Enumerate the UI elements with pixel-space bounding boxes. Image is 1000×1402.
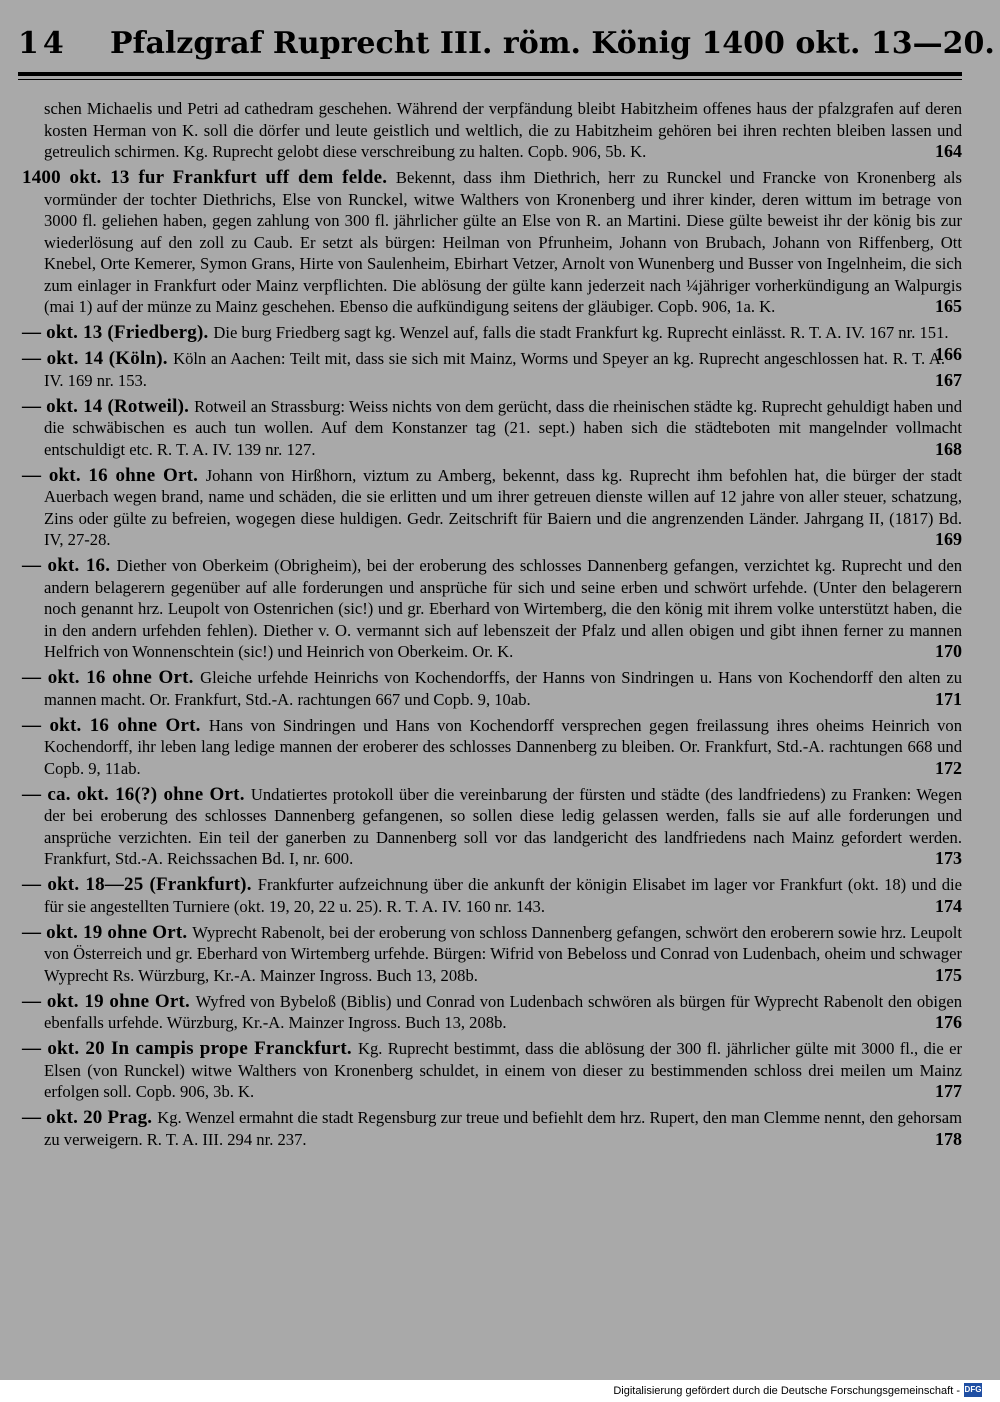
- regest-number: 165: [935, 296, 962, 316]
- regest-head: — okt. 13 (Friedberg).: [22, 322, 214, 343]
- regest-number: 174: [935, 895, 962, 916]
- regest-text: Johann von Hirßhorn, viztum zu Amberg, bekennt, dass kg. Ruprecht ihm befohlen hat, die bürger der stadt Auerbach wegen brand, name und schäden, die sie erlitten und um ihrer getreuen dienste willen auf 12 jahre von aller steuer, schatzung, Zins oder gülte zu befreien, wogegen diese huldigen. Gedr. Zeitschrift für Baiern und die angrenzenden Länder. Jahrgang II, (1817) Bd. IV, 27-28.: [44, 465, 963, 549]
- regest-text: Wyprecht Rabenolt, bei der eroberung von schloss Dannenberg gefangen, schwört den eroberern sowie hrz. Leupolt von Österreich und gr. Eberhard von Wirtemberg urfehde. Bürgen: Wifrid von Bebeloss und Conrad von Ludenbach, oheim und schwager Wyprecht Rs. Würzburg, Kr.-A. Mainzer Ingross. Buch 13, 208b.: [44, 922, 962, 985]
- regest-head: — okt. 14 (Rotweil).: [22, 395, 195, 417]
- regest-entry: [22, 922, 962, 987]
- page-header: [18, 26, 995, 66]
- regest-text: Diether von Oberkeim (Obrigheim), bei der eroberung des schlosses Dannenberg gefangen, verzichtet kg. Ruprecht und den andern belagerern gegenüber auf alle forderungen und ansprüche für sich und seine erben und schwört urfehde. (Unter den belagerern noch genannt hrz. Leupolt von Ostenrichen (sic!) und gr. Eberhard von Wirtemberg, die den könig mit ihrem volke unterstützt haben, die in den andern urfehden fehlen). Diether v. O. vermannt sich auf lebenszeit der Pfalz und allen obigen und gibt ihnen ferner zu mannen Helfrich von Wonnenschtein (sic!) und Heinrich von Oberkeim. Or. K.: [44, 556, 962, 661]
- regest-entry: [22, 98, 962, 163]
- footer-bar: [0, 1380, 1000, 1402]
- regest-text: Undatiertes protokoll über die vereinbarung der fürsten und städte (des landfriedens) zu Franken: Wegen der bei eroberung des schlosses Dannenberg gefangenen, so sollen diese ledig gelassen werden, falls sie auf alle forderungen und ansprüche verzichten. Ein teil der ganerben zu Dannenberg soll vor das landgericht des landfriedens nach Mainz gefordert werden. Frankfurt, Std.-A. Reichssachen Bd. I, nr. 600.: [44, 784, 962, 868]
- regest-entry: [22, 465, 962, 551]
- regest-text: Bekennt, dass ihm Diethrich, herr zu Runckel und Francke von Kronenberg als vormünder der tochter Diethrichs, Else von Runckel, witwe Walthers von Kronenberg und ihrer kinder, deren wittum im betrage von 3000 fl. geliehen haben, gegen zahlung von 300 fl. jährlicher gülte an Else von R. an Martini. Diese gülte beweist ihr der könig bis zur wiederlösung auf den zoll zu Caub. Er setzt als bürgen: Heilman von Pfrunheim, Johann von Brubach, Johann von Riffenberg, Ott Knebel, Orte Kemerer, Symon Grans, Hirte von Saulenheim, Ebirhart Vetzer, Arnolt von Wunenberg und Busser von Ingelnheim, die sich zum einlager in Frankfurt oder Mainz verpflichten. Die ablösung der gülte kann jederzeit nach ¼jähriger vorherkündigung an Walpurgis (mai 1) auf der münze zu Mainz geschehen. Ebenso die aufkündigung seitens der gläubiger. Copb. 906, 1a. K.: [44, 168, 962, 316]
- regest-head: — okt. 18—25 (Frankfurt).: [22, 874, 258, 895]
- regest-entry: [22, 874, 962, 917]
- regest-head: — okt. 19 ohne Ort.: [22, 921, 193, 943]
- regest-number: 167: [935, 369, 962, 390]
- regest-entry: [22, 667, 962, 710]
- regest-text: Frankfurter aufzeichnung über die ankunft der königin Elisabet im lager vor Frankfurt (okt. 18) und die für sie angestellten Turniere (okt. 19, 20, 22 u. 25). R. T. A. IV. 160 nr. 143.: [44, 875, 962, 916]
- regest-head: — okt. 16.: [22, 555, 117, 576]
- regest-number: 170: [935, 641, 962, 661]
- regest-entry: [22, 991, 962, 1034]
- regest-number: 172: [935, 757, 962, 778]
- regest-entry: [22, 1107, 962, 1150]
- header-rule-thin: [18, 79, 962, 80]
- regest-number: 176: [935, 1012, 962, 1032]
- regest-text: Kg. Ruprecht bestimmt, dass die ablösung der 300 fl. jährlicher gülte mit 3000 fl., die er Elsen (von Runckel) witwe Walthers von Kronenberg schuldet, in einem von dieser zu bestimmenden schloss drei meilen um Mainz erfolgen soll. Copb. 906, 3b. K.: [44, 1039, 963, 1101]
- regest-head: — okt. 20 Prag.: [22, 1107, 158, 1128]
- regest-number: 169: [935, 529, 962, 549]
- page-title: Pfalzgraf Ruprecht III. röm. König 1400 okt. 13—20.: [110, 26, 995, 61]
- regest-number: 177: [935, 1081, 962, 1101]
- header-rule: [18, 72, 962, 76]
- regest-head: 1400 okt. 13 fur Frankfurt uff dem felde.: [22, 167, 396, 188]
- regest-number: 171: [935, 688, 962, 709]
- regest-head: — okt. 20 In campis prope Franckfurt.: [22, 1038, 358, 1059]
- regest-text: Wyfred von Bybeloß (Biblis) und Conrad von Ludenbach schwören als bürgen für Wyprecht Rabenolt den obigen ebenfalls urfehde. Würzburg, Kr.-A. Mainzer Ingross. Buch 13, 208b.: [44, 991, 962, 1032]
- regest-entry: [22, 715, 962, 780]
- regest-number: 173: [935, 848, 962, 868]
- regest-text: Köln an Aachen: Teilt mit, dass sie sich mit Mainz, Worms und Speyer an kg. Ruprecht angeschlossen hat. R. T. A. IV. 169 nr. 153.: [44, 349, 945, 390]
- regest-number: 175: [935, 964, 962, 985]
- regest-text: Kg. Wenzel ermahnt die stadt Regensburg zur treue und befiehlt dem hrz. Rupert, den man Clemme nennt, den gehorsam zu verweigern. R. T. A. III. 294 nr. 237.: [44, 1108, 962, 1149]
- regest-entry: [22, 167, 962, 318]
- regest-text: Die burg Friedberg sagt kg. Wenzel auf, falls die stadt Frankfurt kg. Ruprecht einlässt. R. T. A. IV. 167 nr. 151.: [213, 323, 949, 342]
- regest-entry: [22, 396, 962, 461]
- funding-note: Digitalisierung gefördert durch die Deutsche Forschungsgemeinschaft -: [613, 1385, 960, 1397]
- regest-number: 178: [935, 1128, 962, 1149]
- regest-number: 164: [935, 141, 962, 161]
- regest-head: — okt. 19 ohne Ort.: [22, 990, 196, 1012]
- regest-number: 166: [935, 343, 962, 364]
- regesta-list: [22, 98, 962, 1155]
- regest-text: Rotweil an Strassburg: Weiss nichts von dem gerücht, dass die rheinischen städte kg. Ruprecht gehuldigt haben und die schwäbischen es auch tun wollen. Auf dem Konstanzer tag (21. sept.) haben sich die städteboten mit mangelnder vollmacht entschuldigt etc. R. T. A. IV. 139 nr. 127.: [44, 396, 962, 459]
- regest-text: Gleiche urfehde Heinrichs von Kochendorffs, der Hanns von Sindringen u. Hans von Kochendorff den alten zu mannen macht. Or. Frankfurt, Std.-A. rachtungen 667 und Copb. 9, 10ab.: [44, 668, 962, 709]
- regest-head: — okt. 14 (Köln).: [22, 348, 174, 369]
- regest-head: — ca. okt. 16(?) ohne Ort.: [22, 783, 251, 805]
- regest-entry: [22, 1038, 962, 1103]
- regest-number: 168: [935, 438, 962, 459]
- regest-head: — okt. 16 ohne Ort.: [22, 714, 209, 736]
- regest-entry: [22, 784, 962, 870]
- regest-entry: [22, 348, 962, 391]
- page-number: 14: [18, 26, 68, 61]
- dfg-logo: DFG: [964, 1383, 982, 1397]
- regest-head: — okt. 16 ohne Ort.: [22, 464, 206, 486]
- regest-entry: [22, 555, 962, 663]
- regest-text: schen Michaelis und Petri ad cathedram geschehen. Während der verpfändung bleibt Habitzheim offenes haus der pfalzgrafen auf deren kosten Herman von K. soll die dörfer und leute geistlich und weltlich, die zu Habitzheim gehören bei ihren rechten bleiben lassen und getreulich schirmen. Kg. Ruprecht gelobt diese verschreibung zu halten. Copb. 906, 5b. K.: [44, 99, 962, 161]
- regest-head: — okt. 16 ohne Ort.: [22, 667, 201, 688]
- regest-text: Hans von Sindringen und Hans von Kochendorff versprechen gegen freilassung ihres oheims Heinrich von Kochendorff, ihr leben lang ledige mannen der eroberer des schlosses Dannenberg zu bleiben. Or. Frankfurt, Std.-A. rachtungen 668 und Copb. 9, 11ab.: [44, 715, 962, 778]
